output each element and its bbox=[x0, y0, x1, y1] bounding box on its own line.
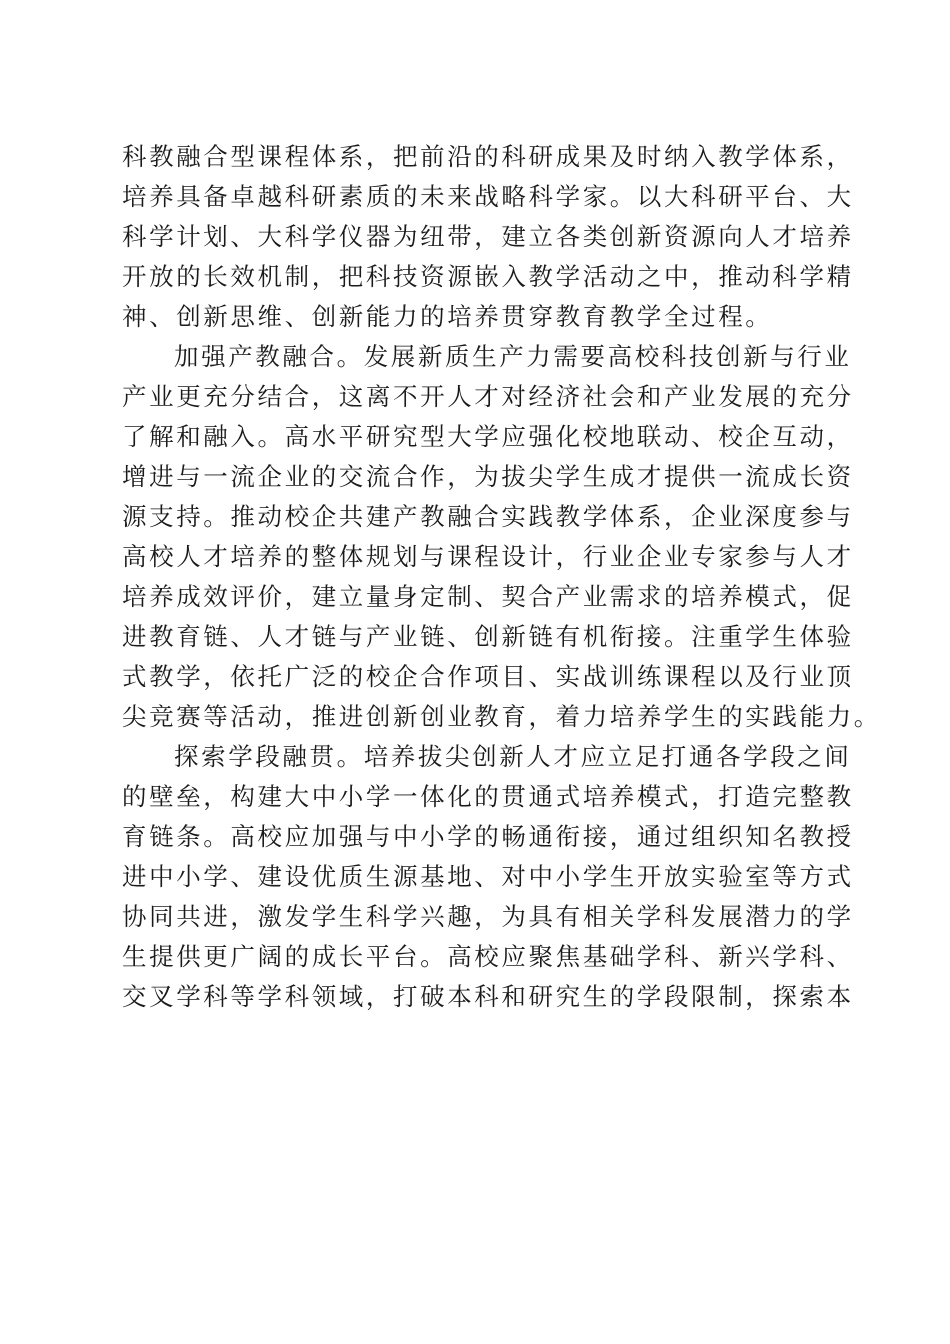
text-line: 产业更充分结合，这离不开人才对经济社会和产业发展的充分 bbox=[122, 382, 854, 411]
text-line: 生提供更广阔的成长平台。高校应聚焦基础学科、新兴学科、 bbox=[122, 942, 854, 971]
text-line: 科学计划、大科学仪器为纽带，建立各类创新资源向人才培养 bbox=[122, 222, 854, 251]
paragraph-start-line: 探索学段融贯。培养拔尖创新人才应立足打通各学段之间 bbox=[174, 742, 852, 771]
text-line: 开放的长效机制，把科技资源嵌入教学活动之中，推动科学精 bbox=[122, 262, 854, 291]
text-line: 进教育链、人才链与产业链、创新链有机衔接。注重学生体验 bbox=[122, 622, 854, 651]
body-text bbox=[122, 137, 881, 1017]
text-line: 育链条。高校应加强与中小学的畅通衔接，通过组织知名教授 bbox=[122, 822, 854, 851]
text-line: 交叉学科等学科领域，打破本科和研究生的学段限制，探索本 bbox=[122, 982, 854, 1011]
text-line: 进中小学、建设优质生源基地、对中小学生开放实验室等方式 bbox=[122, 862, 854, 891]
text-line: 高校人才培养的整体规划与课程设计，行业企业专家参与人才 bbox=[122, 542, 854, 571]
text-line: 协同共进，激发学生科学兴趣，为具有相关学科发展潜力的学 bbox=[122, 902, 854, 931]
text-line: 增进与一流企业的交流合作，为拔尖学生成才提供一流成长资 bbox=[122, 462, 854, 491]
text-line: 科教融合型课程体系，把前沿的科研成果及时纳入教学体系， bbox=[122, 142, 854, 171]
text-line: 培养具备卓越科研素质的未来战略科学家。以大科研平台、大 bbox=[122, 182, 854, 211]
text-line: 源支持。推动校企共建产教融合实践教学体系，企业深度参与 bbox=[122, 502, 854, 531]
text-line: 神、创新思维、创新能力的培养贯穿教育教学全过程。 bbox=[122, 302, 773, 331]
text-line: 式教学，依托广泛的校企合作项目、实战训练课程以及行业顶 bbox=[122, 662, 854, 691]
paragraph-start-line: 加强产教融合。发展新质生产力需要高校科技创新与行业 bbox=[174, 342, 852, 371]
text-line: 培养成效评价，建立量身定制、契合产业需求的培养模式，促 bbox=[122, 582, 854, 611]
text-line: 尖竞赛等活动，推进创新创业教育，着力培养学生的实践能力。 bbox=[122, 702, 881, 731]
text-line: 了解和融入。高水平研究型大学应强化校地联动、校企互动， bbox=[122, 422, 854, 451]
text-line: 的壁垒，构建大中小学一体化的贯通式培养模式，打造完整教 bbox=[122, 782, 854, 811]
